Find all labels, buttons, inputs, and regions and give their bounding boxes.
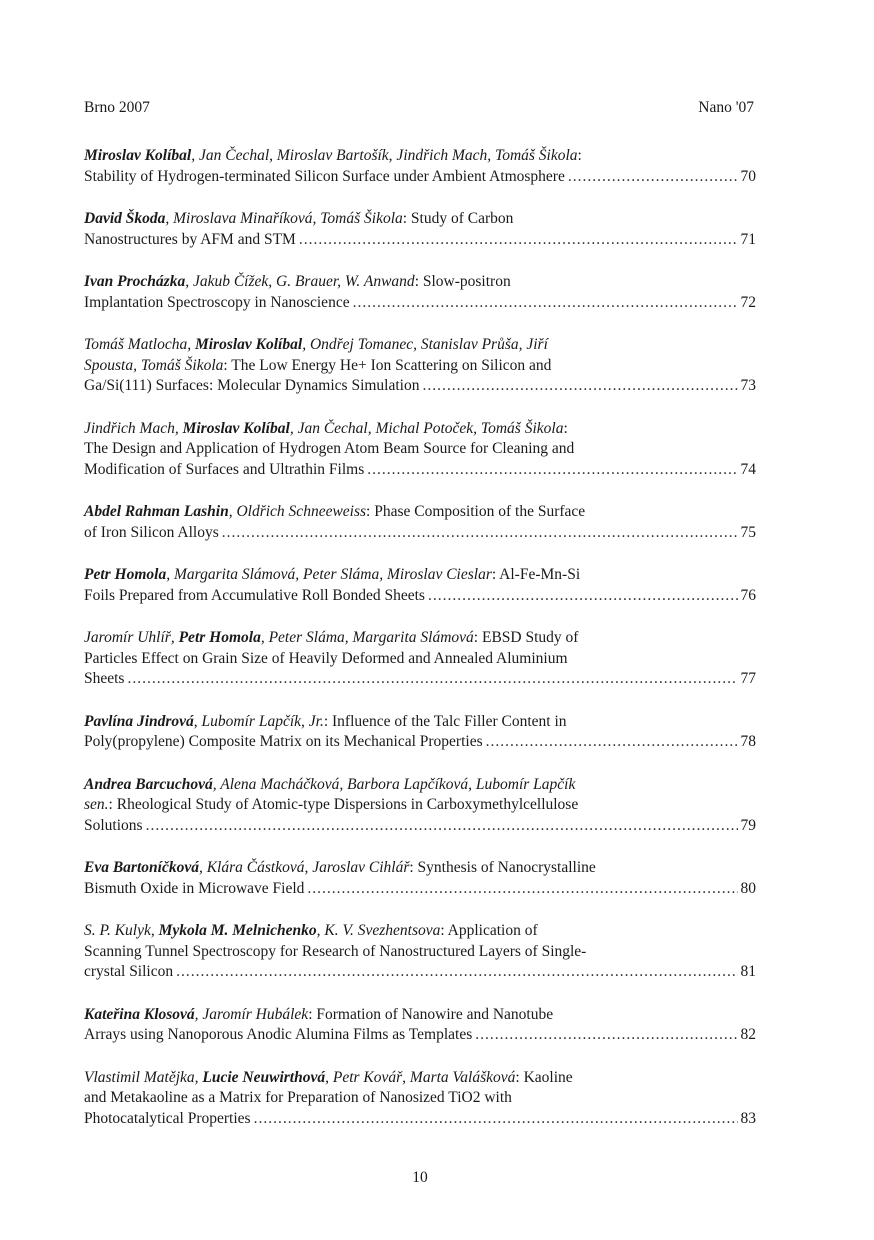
- toc-entry-title-line: [84, 962, 756, 983]
- toc-entry-text: [84, 293, 350, 314]
- co-authors: , Alena Macháčková, Barbora Lapčíková, Lubomír Lapčík: [212, 775, 576, 793]
- co-authors: , Lubomír Lapčík, Jr.: [193, 712, 324, 730]
- title-text: Poly(propylene) Composite Matrix on its Mechanical Properties: [84, 733, 483, 750]
- toc-entry-line: [84, 209, 756, 230]
- running-header-left: Brno 2007: [84, 99, 150, 116]
- title-text: Stability of Hydrogen-terminated Silicon Surface under Ambient Atmosphere: [84, 167, 565, 185]
- toc-entry-line: [84, 335, 756, 356]
- toc-entry-text: [84, 732, 483, 753]
- dot-leader: [353, 293, 738, 314]
- toc-entry-title-line: [84, 816, 756, 837]
- toc-entry: [84, 565, 756, 606]
- toc-entry-text: [84, 566, 580, 583]
- toc-entry-text: [84, 460, 364, 481]
- toc-page-number: 71: [740, 230, 756, 248]
- title-text: Implantation Spectroscopy in Nanoscience: [84, 293, 350, 311]
- title-text: : Kaoline: [515, 1068, 573, 1086]
- co-authors: , Miroslava Minaříková, Tomáš Šikola: [165, 210, 403, 227]
- toc-entry-text: [84, 336, 548, 353]
- toc-entry-text: [84, 962, 173, 983]
- title-text: Nanostructures by AFM and STM: [84, 230, 296, 248]
- toc-page-number: 77: [740, 670, 756, 687]
- toc-page-number: 73: [740, 377, 756, 394]
- toc-entry-text: [84, 357, 551, 374]
- title-text: : Formation of Nanowire and Nanotube: [308, 1005, 554, 1023]
- toc-entry: [84, 209, 756, 250]
- toc-page-number: 79: [740, 816, 756, 834]
- toc-entry-line: [84, 272, 756, 293]
- dot-leader: [146, 816, 738, 837]
- toc-entry-text: [84, 713, 567, 730]
- toc-entry-title-line: [84, 523, 756, 544]
- dot-leader: [127, 669, 737, 690]
- dot-leader: [222, 523, 738, 544]
- title-text: : Phase Composition of the Surface: [366, 503, 586, 520]
- page-number: 10: [412, 1169, 428, 1186]
- title-text: : EBSD Study of: [473, 629, 579, 646]
- toc-page-number: 83: [740, 1109, 756, 1127]
- toc-entry-text: [84, 879, 304, 900]
- toc-entry-line: [84, 921, 756, 942]
- presenting-author: Petr Homola: [178, 629, 261, 646]
- presenting-author: Pavlína Jindrová: [84, 712, 194, 730]
- title-text: Scanning Tunnel Spectroscopy for Research of Nanostructured Layers of Single-: [84, 942, 587, 960]
- toc-entry: [84, 921, 756, 983]
- toc-entry-text: [84, 503, 585, 520]
- title-text: : Slow-positron: [414, 273, 511, 290]
- co-authors: Jaromír Uhlíř,: [84, 629, 179, 646]
- title-text: : Al-Fe-Mn-Si: [491, 566, 581, 583]
- toc-entry: [84, 775, 756, 837]
- toc-entry-text: [84, 1006, 553, 1023]
- co-authors: , Oldřich Schneeweiss: [228, 503, 367, 520]
- toc-entry: [84, 419, 756, 481]
- toc-entry: [84, 335, 756, 397]
- title-text: Ga/Si(111) Surfaces: Molecular Dynamics Simulation: [84, 377, 420, 394]
- title-text: Foils Prepared from Accumulative Roll Bonded Sheets: [84, 586, 425, 604]
- presenting-author: Miroslav Kolíbal: [194, 336, 303, 353]
- toc-entry-title-line: [84, 460, 756, 481]
- toc-entry-title-line: [84, 879, 756, 900]
- title-text: :: [577, 147, 582, 164]
- toc-entry-text: [84, 147, 582, 164]
- presenting-author: Miroslav Kolíbal: [182, 419, 290, 437]
- title-text: Particles Effect on Grain Size of Heavily Deformed and Annealed Aluminium: [84, 649, 568, 667]
- toc-page-number: 75: [740, 523, 756, 541]
- dot-leader: [307, 879, 737, 900]
- presenting-author: Kateřina Klosová: [84, 1005, 195, 1023]
- presenting-author: Andrea Barcuchová: [84, 775, 213, 793]
- toc-entry: [84, 1068, 756, 1130]
- toc-entry-text: [84, 629, 578, 646]
- co-authors: , Jaromír Hubálek: [194, 1005, 309, 1023]
- toc-entry-line: [84, 628, 756, 649]
- toc-page-number: 72: [740, 293, 756, 311]
- toc-entry-title-line: [84, 167, 756, 188]
- toc-entry: [84, 712, 756, 753]
- dot-leader: [299, 230, 738, 251]
- title-text: Photocatalytical Properties: [84, 1109, 251, 1127]
- presenting-author: David Škoda: [84, 210, 166, 227]
- toc-entry-line: [84, 419, 756, 440]
- toc-entry-line: [84, 502, 756, 523]
- toc-entry-text: [84, 796, 578, 813]
- co-authors: , Ondřej Tomanec, Stanislav Průša, Jiří: [302, 336, 548, 353]
- presenting-author: Lucie Neuwirthová: [202, 1068, 326, 1086]
- co-authors: S. P. Kulyk,: [84, 922, 159, 939]
- toc-entry-line: [84, 1068, 756, 1089]
- toc-entry-line: [84, 775, 756, 796]
- dot-leader: [367, 460, 737, 481]
- toc-entry-text: [84, 1109, 251, 1130]
- toc-entry: [84, 146, 756, 187]
- title-text: of Iron Silicon Alloys: [84, 523, 219, 541]
- presenting-author: Petr Homola: [84, 566, 167, 583]
- toc-entry-line: [84, 712, 756, 733]
- presenting-author: Mykola M. Melnichenko: [158, 922, 317, 939]
- title-text: : The Low Energy He+ Ion Scattering on Silicon and: [223, 356, 552, 374]
- toc-entry-text: [84, 376, 419, 397]
- title-text: Sheets: [84, 670, 125, 687]
- toc-entry: [84, 1005, 756, 1046]
- co-authors: Spousta, Tomáš Šikola: [84, 356, 224, 374]
- co-authors: sen.: [84, 796, 109, 813]
- title-text: : Synthesis of Nanocrystalline: [409, 859, 596, 876]
- toc-entry-text: [84, 586, 425, 607]
- dot-leader: [176, 962, 737, 983]
- dot-leader: [475, 1025, 737, 1046]
- toc-page-number: 78: [740, 733, 756, 750]
- co-authors: Jan Čechal, Miroslav Bartošík, Jindřich Mach, Tomáš Šikola: [198, 147, 578, 164]
- toc-entry-text: [84, 1069, 573, 1086]
- toc-entry-text: [84, 922, 538, 939]
- title-text: : Study of Carbon: [402, 210, 514, 227]
- toc-entry-text: [84, 523, 219, 544]
- title-text: The Design and Application of Hydrogen Atom Beam Source for Cleaning and: [84, 440, 575, 457]
- toc-entry-line: [84, 649, 756, 670]
- toc-page-number: 82: [740, 1026, 756, 1043]
- title-text: crystal Silicon: [84, 963, 174, 980]
- co-authors: , Peter Sláma, Margarita Slámová: [260, 629, 474, 646]
- toc-entry-text: [84, 420, 568, 437]
- toc-entry-line: [84, 858, 756, 879]
- toc-entry-line: [84, 795, 756, 816]
- co-authors: Vlastimil Matějka,: [84, 1068, 203, 1086]
- co-authors: Tomáš Matlocha,: [84, 336, 195, 353]
- toc-entry-text: [84, 440, 574, 457]
- toc-entry-title-line: [84, 293, 756, 314]
- dot-leader: [428, 586, 738, 607]
- co-authors: , Jan Čechal, Michal Potoček, Tomáš Šikola: [289, 419, 564, 437]
- toc-entry-text: [84, 859, 596, 876]
- toc-entry-text: [84, 816, 143, 837]
- title-text: Bismuth Oxide in Microwave Field: [84, 879, 305, 897]
- title-text: : Influence of the Talc Filler Content in: [323, 712, 567, 730]
- toc-page-number: 76: [740, 586, 756, 604]
- title-text: Modification of Surfaces and Ultrathin Films: [84, 460, 365, 478]
- presenting-author: Abdel Rahman Lashin: [84, 503, 229, 520]
- co-authors: , Margarita Slámová, Peter Sláma, Miroslav Cieslar: [166, 566, 492, 583]
- toc-entry: [84, 858, 756, 899]
- toc-entry-title-line: [84, 1025, 756, 1046]
- co-authors: , Petr Kovář, Marta Valášková: [325, 1068, 516, 1086]
- co-authors: , Klára Částková, Jaroslav Cihlář: [198, 859, 410, 876]
- toc-entry-text: [84, 273, 511, 290]
- dot-leader: [422, 376, 737, 397]
- title-text: Arrays using Nanoporous Anodic Alumina Films as Templates: [84, 1026, 473, 1043]
- presenting-author: Ivan Procházka: [84, 273, 186, 290]
- co-authors: Jindřich Mach,: [84, 419, 183, 437]
- presenting-author: Eva Bartoníčková: [84, 859, 199, 876]
- co-authors: , K. V. Svezhentsova: [316, 922, 441, 939]
- toc-entry-text: [84, 210, 513, 227]
- toc-entry-title-line: [84, 586, 756, 607]
- toc-entry-text: [84, 650, 568, 667]
- co-authors: , Jakub Čížek, G. Brauer, W. Anwand: [185, 273, 415, 290]
- toc-entry-text: [84, 1089, 512, 1106]
- co-authors: ,: [191, 147, 199, 164]
- toc-entry-text: [84, 943, 586, 960]
- toc-entry: [84, 502, 756, 543]
- toc-entry-line: [84, 1088, 756, 1109]
- running-header-right: Nano '07: [698, 99, 754, 116]
- title-text: :: [563, 419, 568, 437]
- title-text: : Rheological Study of Atomic-type Dispersions in Carboxymethylcellulose: [108, 796, 579, 813]
- toc-entry-title-line: [84, 669, 756, 690]
- dot-leader: [568, 167, 738, 188]
- toc-entry: [84, 272, 756, 313]
- toc-entry: [84, 628, 756, 690]
- toc-entry-text: [84, 167, 565, 188]
- toc-entry-line: [84, 565, 756, 586]
- toc-entry-title-line: [84, 732, 756, 753]
- toc-entry-text: [84, 776, 575, 793]
- toc-entry-line: [84, 356, 756, 377]
- toc-entry-title-line: [84, 1109, 756, 1130]
- toc-page-number: 74: [740, 460, 756, 478]
- toc-entry-line: [84, 439, 756, 460]
- dot-leader: [486, 732, 738, 753]
- toc-entry-line: [84, 146, 756, 167]
- toc-entry-title-line: [84, 230, 756, 251]
- toc-entry-title-line: [84, 376, 756, 397]
- toc-page-number: 81: [740, 963, 756, 980]
- toc-entry-text: [84, 1025, 472, 1046]
- title-text: and Metakaoline as a Matrix for Preparation of Nanosized TiO2 with: [84, 1089, 512, 1106]
- presenting-author: Miroslav Kolíbal: [84, 147, 192, 164]
- toc-entry-text: [84, 669, 124, 690]
- title-text: : Application of: [440, 922, 538, 939]
- toc-page-number: 80: [740, 879, 756, 897]
- toc-entry-line: [84, 942, 756, 963]
- toc-entry-text: [84, 230, 296, 251]
- toc-page-number: 70: [740, 167, 756, 185]
- table-of-contents: [84, 146, 756, 1129]
- title-text: Solutions: [84, 816, 143, 834]
- toc-entry-line: [84, 1005, 756, 1026]
- dot-leader: [254, 1109, 738, 1130]
